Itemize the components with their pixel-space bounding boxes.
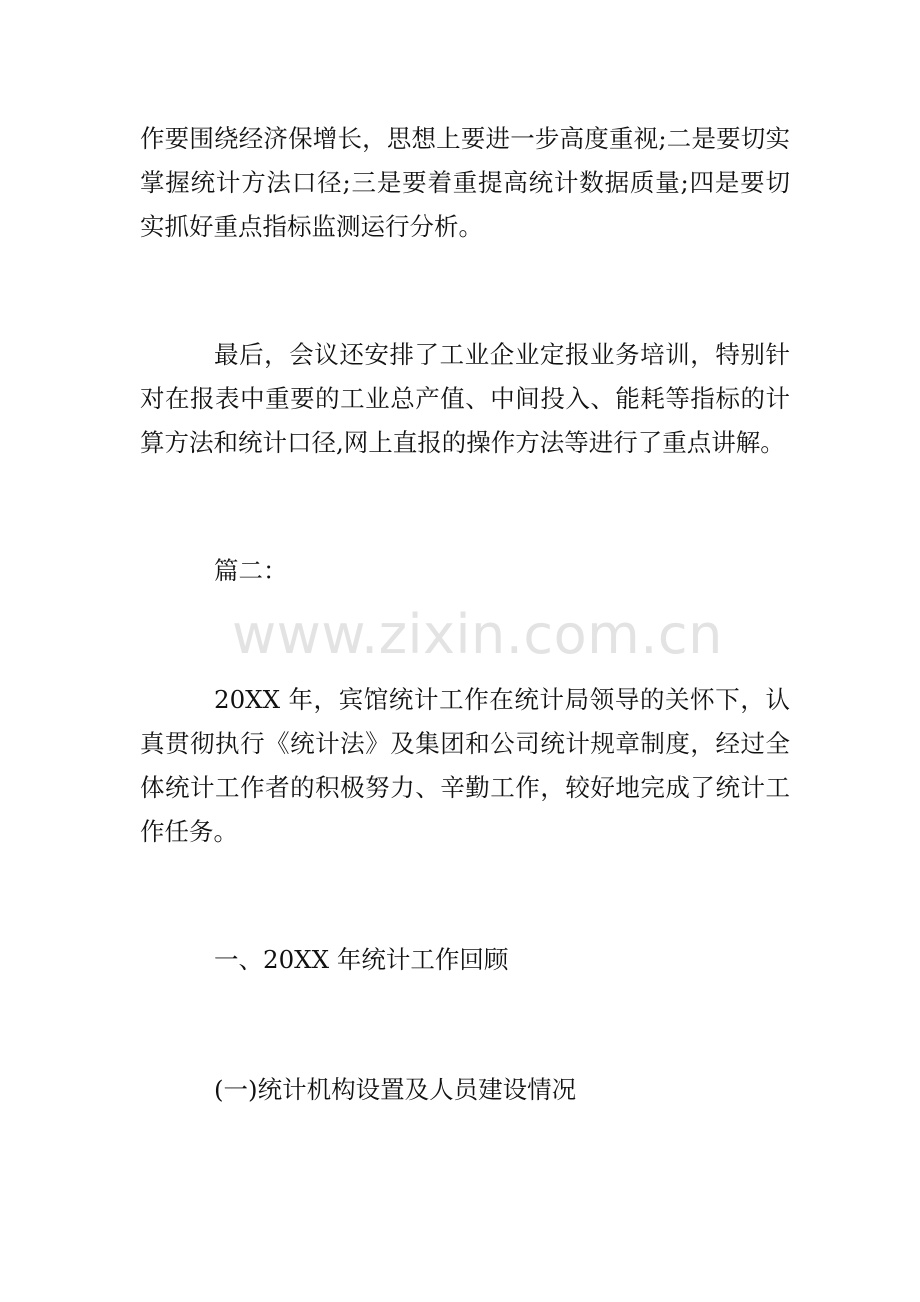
watermark-text: www.zixin.com.cn [232,603,723,666]
section-label-part-two: 篇二： [214,556,288,585]
paragraph-economy-growth: 作要围绕经济保增长，思想上要进一步高度重视;二是要切实掌握统计方法口径;三是要着重提高统计数据质量;四是要切实抓好重点指标监测运行分析。 [140,124,790,241]
heading-organization-staffing: (一)统计机构设置及人员建设情况 [214,1075,577,1104]
paragraph-hotel-statistics: 20XX 年，宾馆统计工作在统计局领导的关怀下，认真贯彻执行《统计法》及集团和公司统计规章制度，经过全体统计工作者的积极努力、辛勤工作，较好地完成了统计工作任务。 [140,685,790,846]
heading-annual-review: 一、20XX 年统计工作回顾 [214,945,509,974]
paragraph-training-arrangement: 最后，会议还安排了工业企业定报业务培训，特别针对在报表中重要的工业总产值、中间投入、能耗等指标的计算方法和统计口径,网上直报的操作方法等进行了重点讲解。 [140,340,790,457]
